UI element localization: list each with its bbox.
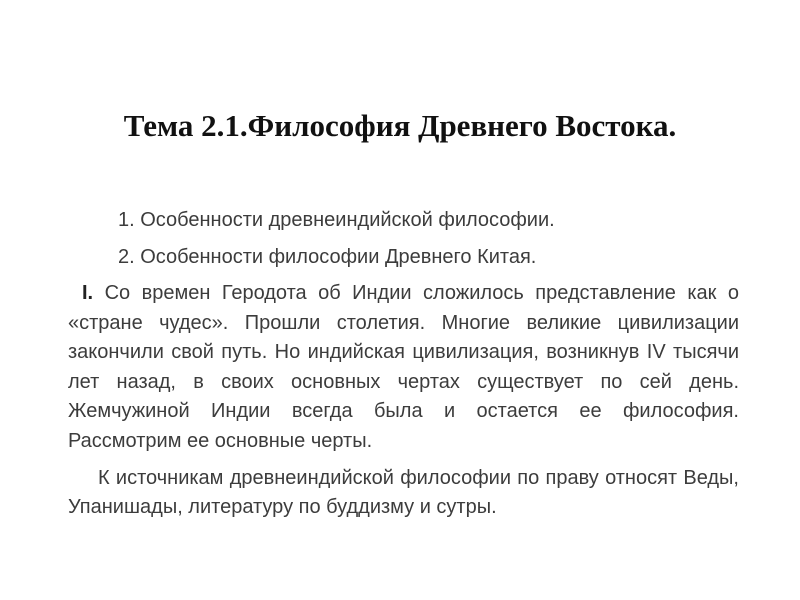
section-marker: I. bbox=[82, 282, 94, 304]
slide-body bbox=[68, 205, 739, 523]
list-item-2: 2. Особенности философии Древнего Китая. bbox=[118, 246, 537, 268]
paragraph-sources: К источникам древнеиндийской философии по праву относят Веды, Упанишады, литературу по буддизму и сутры. bbox=[68, 466, 739, 519]
paragraph-herodotus-text: Со времен Геродота об Индии сложилось представление как о «стране чудес». Прошли столетия. Многие великие цивилизации закончили свой путь. Но индийская цивилизация, возникнув IV тысячи лет назад, в своих основных чертах существует по сей день. Жемчужиной Индии всегда была и остается ее философия. Рассмотрим ее основные черты. bbox=[68, 282, 739, 452]
list-item-1: 1. Особенности древнеиндийской философии. bbox=[118, 209, 555, 231]
slide-title: Тема 2.1.Философия Древнего Востока. bbox=[123, 108, 677, 143]
paragraph-herodotus bbox=[68, 279, 739, 457]
